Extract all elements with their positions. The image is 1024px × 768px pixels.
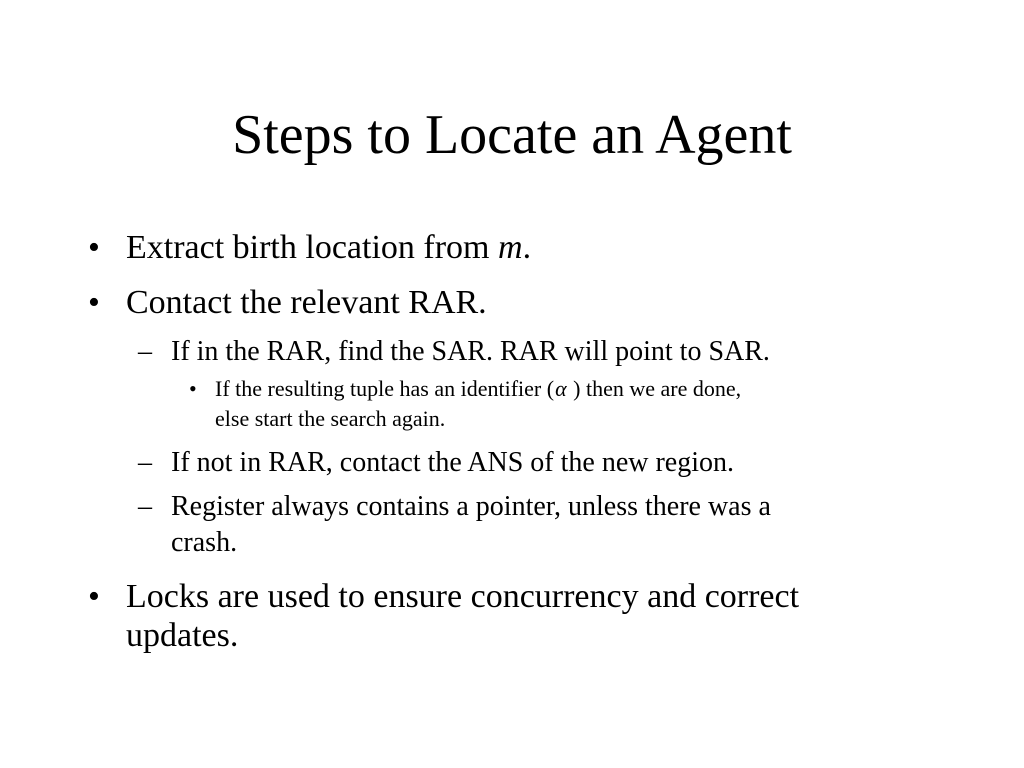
dash-marker: – <box>138 491 152 522</box>
sub-sub-item-text <box>215 374 741 434</box>
sub-sub-item-line1 <box>215 376 741 401</box>
bullet-text <box>126 228 531 267</box>
sub-sub-item-line2: else start the search again. <box>215 406 446 431</box>
slide-title: Steps to Locate an Agent <box>232 104 792 166</box>
bullet-marker: • <box>88 229 100 266</box>
bullet-line2: updates. <box>126 617 239 654</box>
alpha-symbol: α <box>555 376 567 401</box>
bullet-text-end: . <box>522 229 532 266</box>
bullet-text-italic-variable: m <box>498 229 523 266</box>
sub-item-line2: crash. <box>171 527 238 558</box>
bullet-marker: • <box>189 376 197 401</box>
sub-item-text: If in the RAR, find the SAR. RAR will point to SAR. <box>171 336 770 367</box>
line1-start: If the resulting tuple has an identifier ( <box>215 376 555 401</box>
bullet-marker: • <box>88 578 100 615</box>
sub-item-line1: Register always contains a pointer, unless there was a <box>171 491 771 522</box>
bullet-marker: • <box>88 284 100 321</box>
line1-end: ) then we are done, <box>567 376 742 401</box>
bullet-text <box>126 577 799 655</box>
bullet-line1: Locks are used to ensure concurrency and correct <box>126 578 800 615</box>
bullet-text-main: Extract birth location from <box>126 229 498 266</box>
sub-item-text: If not in RAR, contact the ANS of the new region. <box>171 447 735 478</box>
bullet-text: Contact the relevant RAR. <box>126 284 487 321</box>
sub-item-text <box>171 489 771 561</box>
dash-marker: – <box>138 447 152 478</box>
dash-marker: – <box>138 336 152 367</box>
